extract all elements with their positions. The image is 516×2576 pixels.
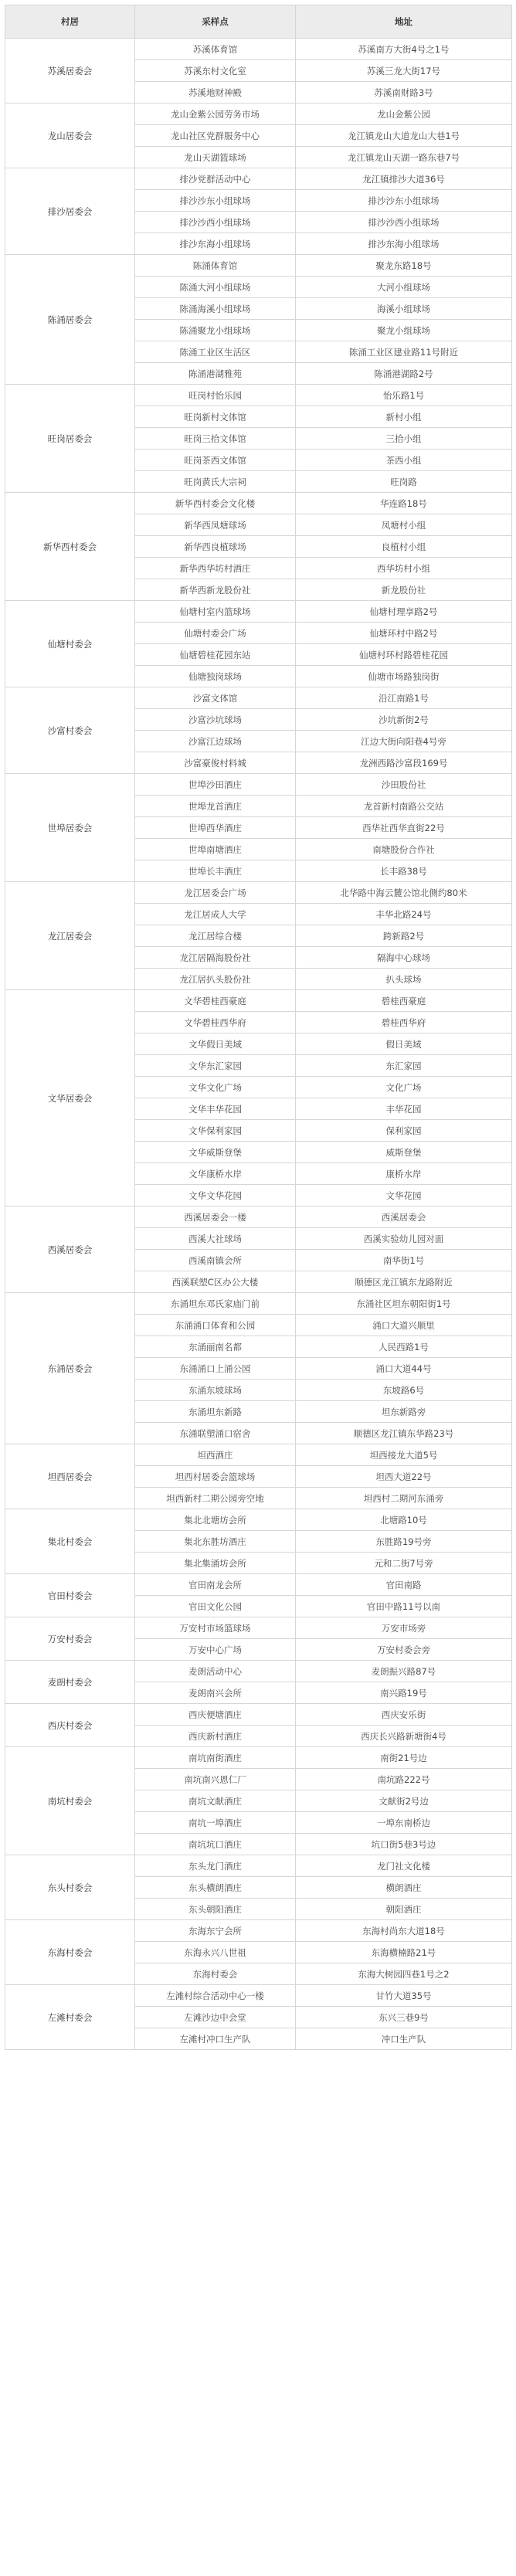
address-cell: 南兴路19号 xyxy=(296,1682,512,1704)
site-cell: 坦西新村二期公园旁空地 xyxy=(135,1488,296,1509)
table-row xyxy=(5,385,512,406)
address-cell: 涌口大道兴顺里 xyxy=(296,1315,512,1336)
address-cell: 龙江镇龙山天湖一路东巷7号 xyxy=(296,147,512,168)
site-cell: 仙塘独岗球场 xyxy=(135,666,296,687)
village-cell: 龙江居委会 xyxy=(5,882,135,990)
table-row xyxy=(5,168,512,190)
table-row xyxy=(5,1509,512,1531)
site-cell: 世埠南塘酒庄 xyxy=(135,839,296,860)
address-cell: 朝阳酒庄 xyxy=(296,1899,512,1920)
address-cell: 陈涌港湖路2号 xyxy=(296,363,512,385)
address-cell: 苏溪南财路3号 xyxy=(296,82,512,104)
sampling-sites-table xyxy=(5,5,512,2050)
address-cell: 冲口生产队 xyxy=(296,2028,512,2050)
address-cell: 西溪居委会 xyxy=(296,1207,512,1228)
address-cell: 横朗酒庄 xyxy=(296,1877,512,1899)
site-cell: 龙江居成人大学 xyxy=(135,904,296,925)
village-cell: 左滩村委会 xyxy=(5,1985,135,2050)
address-cell: 西庆安乐街 xyxy=(296,1704,512,1726)
address-cell: 西华坊村小组 xyxy=(296,558,512,579)
address-cell: 南坑路222号 xyxy=(296,1769,512,1790)
table-row xyxy=(5,1704,512,1726)
address-cell: 东汇家园 xyxy=(296,1055,512,1077)
site-cell: 仙塘碧桂花园东站 xyxy=(135,644,296,666)
village-cell: 万安村委会 xyxy=(5,1617,135,1661)
header-village: 村居 xyxy=(5,5,135,39)
site-cell: 左滩村冲口生产队 xyxy=(135,2028,296,2050)
site-cell: 陈涌工业区生活区 xyxy=(135,341,296,363)
site-cell: 文华文华花园 xyxy=(135,1185,296,1207)
table-body xyxy=(5,39,512,2050)
table-row xyxy=(5,1985,512,2007)
site-cell: 排沙沙东小组球场 xyxy=(135,190,296,212)
address-cell: 威斯登堡 xyxy=(296,1142,512,1163)
address-cell: 坑口街5巷3号边 xyxy=(296,1834,512,1855)
address-cell: 南街21号边 xyxy=(296,1747,512,1769)
site-cell: 陈涌体育馆 xyxy=(135,255,296,277)
address-cell: 海溪小组球场 xyxy=(296,298,512,320)
table-row xyxy=(5,882,512,904)
site-cell: 世埠龙首酒庄 xyxy=(135,796,296,817)
site-cell: 麦朗南兴会所 xyxy=(135,1682,296,1704)
address-cell: 南华街1号 xyxy=(296,1250,512,1271)
site-cell: 排沙沙西小组球场 xyxy=(135,212,296,233)
site-cell: 龙山社区党群服务中心 xyxy=(135,125,296,147)
address-cell: 新龙股份社 xyxy=(296,579,512,601)
site-cell: 集北集涌坊会所 xyxy=(135,1553,296,1574)
site-cell: 沙富沙坑球场 xyxy=(135,709,296,731)
table-row xyxy=(5,1574,512,1596)
site-cell: 龙江居扒头股份社 xyxy=(135,969,296,990)
table-row xyxy=(5,687,512,709)
site-cell: 南坑南兴恩仁厂 xyxy=(135,1769,296,1790)
address-cell: 长丰路38号 xyxy=(296,860,512,882)
site-cell: 仙塘村室内篮球场 xyxy=(135,601,296,623)
address-cell: 沙坑新街2号 xyxy=(296,709,512,731)
village-cell: 排沙居委会 xyxy=(5,168,135,255)
address-cell: 麦朗振兴路87号 xyxy=(296,1661,512,1682)
address-cell: 龙洲西路沙富段169号 xyxy=(296,752,512,774)
site-cell: 东涌坦东新路 xyxy=(135,1401,296,1423)
site-cell: 东头龙门酒庄 xyxy=(135,1855,296,1877)
site-cell: 万安中心广场 xyxy=(135,1639,296,1661)
table-row xyxy=(5,990,512,1012)
site-cell: 文华碧桂西华府 xyxy=(135,1012,296,1033)
site-cell: 旺岗三拾文体馆 xyxy=(135,428,296,450)
village-cell: 东海村委会 xyxy=(5,1920,135,1985)
site-cell: 新华西村委会文化楼 xyxy=(135,493,296,514)
table-row xyxy=(5,493,512,514)
address-cell: 仙塘村环村路碧桂花园 xyxy=(296,644,512,666)
site-cell: 西溪南镇会所 xyxy=(135,1250,296,1271)
address-cell: 康桥水岸 xyxy=(296,1163,512,1185)
address-cell: 旺岗路 xyxy=(296,471,512,493)
village-cell: 沙富村委会 xyxy=(5,687,135,774)
site-cell: 南坑坑口酒庄 xyxy=(135,1834,296,1855)
site-cell: 旺岗新村文体馆 xyxy=(135,406,296,428)
village-cell: 苏溪居委会 xyxy=(5,39,135,104)
site-cell: 南坑南街酒庄 xyxy=(135,1747,296,1769)
site-cell: 东头横朗酒庄 xyxy=(135,1877,296,1899)
address-cell: 东兴三巷9号 xyxy=(296,2007,512,2028)
site-cell: 文华威斯登堡 xyxy=(135,1142,296,1163)
site-cell: 沙富豪俊村料城 xyxy=(135,752,296,774)
address-cell: 坦西接龙大道5号 xyxy=(296,1444,512,1466)
site-cell: 沙富江边球场 xyxy=(135,731,296,752)
site-cell: 文华丰华花园 xyxy=(135,1098,296,1120)
table-row xyxy=(5,774,512,796)
village-cell: 陈涌居委会 xyxy=(5,255,135,385)
site-cell: 东涌东坡球场 xyxy=(135,1380,296,1401)
site-cell: 麦朗活动中心 xyxy=(135,1661,296,1682)
address-cell: 官田中路11号以南 xyxy=(296,1596,512,1617)
site-cell: 文华保利家园 xyxy=(135,1120,296,1142)
site-cell: 东涌丽南名都 xyxy=(135,1336,296,1358)
village-cell: 新华西村委会 xyxy=(5,493,135,601)
address-cell: 跨新路2号 xyxy=(296,925,512,947)
site-cell: 南坑文献酒庄 xyxy=(135,1790,296,1812)
address-cell: 东坡路6号 xyxy=(296,1380,512,1401)
site-cell: 陈涌海溪小组球场 xyxy=(135,298,296,320)
table-row xyxy=(5,1444,512,1466)
address-cell: 怡乐路1号 xyxy=(296,385,512,406)
address-cell: 大河小组球场 xyxy=(296,277,512,298)
address-cell: 西溪实验幼儿园对面 xyxy=(296,1228,512,1250)
table-header-row xyxy=(5,5,512,39)
address-cell: 涌口大道44号 xyxy=(296,1358,512,1380)
site-cell: 文华康桥水岸 xyxy=(135,1163,296,1185)
address-cell: 扒头球场 xyxy=(296,969,512,990)
village-cell: 坦西居委会 xyxy=(5,1444,135,1509)
address-cell: 官田南路 xyxy=(296,1574,512,1596)
address-cell: 排沙东海小组球场 xyxy=(296,233,512,255)
site-cell: 坦西村居委会篮球场 xyxy=(135,1466,296,1488)
site-cell: 东海村委会 xyxy=(135,1963,296,1985)
table-row xyxy=(5,255,512,277)
address-cell: 龙山金紫公园 xyxy=(296,104,512,125)
site-cell: 西庆新村酒庄 xyxy=(135,1726,296,1747)
address-cell: 一埠东南桥边 xyxy=(296,1812,512,1834)
site-cell: 西庆便塘酒庄 xyxy=(135,1704,296,1726)
site-cell: 东涌坦东邓氏家庙门前 xyxy=(135,1293,296,1315)
site-cell: 仙塘村委会广场 xyxy=(135,623,296,644)
table-container xyxy=(5,5,511,2050)
table-row xyxy=(5,1920,512,1942)
site-cell: 文华假日美域 xyxy=(135,1033,296,1055)
site-cell: 坦西酒庄 xyxy=(135,1444,296,1466)
site-cell: 陈涌大河小组球场 xyxy=(135,277,296,298)
address-cell: 龙门社文化楼 xyxy=(296,1855,512,1877)
village-cell: 文华居委会 xyxy=(5,990,135,1207)
table-row xyxy=(5,1617,512,1639)
address-cell: 文华花园 xyxy=(296,1185,512,1207)
address-cell: 西庆长兴路新塘街4号 xyxy=(296,1726,512,1747)
table-row xyxy=(5,1747,512,1769)
address-cell: 凤塘村小组 xyxy=(296,514,512,536)
address-cell: 华连路18号 xyxy=(296,493,512,514)
address-cell: 万安村委会旁 xyxy=(296,1639,512,1661)
address-cell: 东胜路19号旁 xyxy=(296,1531,512,1553)
address-cell: 聚龙小组球场 xyxy=(296,320,512,341)
address-cell: 排沙沙西小组球场 xyxy=(296,212,512,233)
address-cell: 苏溪南方大街4号之1号 xyxy=(296,39,512,60)
address-cell: 南塘股份合作社 xyxy=(296,839,512,860)
address-cell: 东海大树园四巷1号之2 xyxy=(296,1963,512,1985)
address-cell: 新村小组 xyxy=(296,406,512,428)
site-cell: 新华西凤塘球场 xyxy=(135,514,296,536)
address-cell: 良植村小组 xyxy=(296,536,512,558)
site-cell: 世埠西华酒庄 xyxy=(135,817,296,839)
table-row xyxy=(5,104,512,125)
address-cell: 仙塘环村中路2号 xyxy=(296,623,512,644)
table-row xyxy=(5,601,512,623)
site-cell: 沙富文体馆 xyxy=(135,687,296,709)
address-cell: 沿江南路1号 xyxy=(296,687,512,709)
address-cell: 丰华花园 xyxy=(296,1098,512,1120)
address-cell: 龙江镇排沙大道36号 xyxy=(296,168,512,190)
village-cell: 龙山居委会 xyxy=(5,104,135,168)
village-cell: 麦朗村委会 xyxy=(5,1661,135,1704)
site-cell: 苏溪体育馆 xyxy=(135,39,296,60)
site-cell: 左滩沙边中会堂 xyxy=(135,2007,296,2028)
address-cell: 沙田股份社 xyxy=(296,774,512,796)
site-cell: 苏溪东村文化室 xyxy=(135,60,296,82)
site-cell: 东海永兴八世祖 xyxy=(135,1942,296,1963)
site-cell: 世埠沙田酒庄 xyxy=(135,774,296,796)
site-cell: 龙江居隔海股份社 xyxy=(135,947,296,969)
village-cell: 仙塘村委会 xyxy=(5,601,135,687)
village-cell: 东涌居委会 xyxy=(5,1293,135,1444)
site-cell: 西溪居委会一楼 xyxy=(135,1207,296,1228)
address-cell: 文化广场 xyxy=(296,1077,512,1098)
address-cell: 北华路中海云麓公馆北侧约80米 xyxy=(296,882,512,904)
address-cell: 丰华北路24号 xyxy=(296,904,512,925)
site-cell: 旺岗茶西文体馆 xyxy=(135,450,296,471)
address-cell: 江边大街向阳巷4号旁 xyxy=(296,731,512,752)
site-cell: 旺岗黄氏大宗祠 xyxy=(135,471,296,493)
site-cell: 陈涌港湖雅苑 xyxy=(135,363,296,385)
village-cell: 西溪居委会 xyxy=(5,1207,135,1293)
site-cell: 龙山天湖篮球场 xyxy=(135,147,296,168)
site-cell: 左滩村综合活动中心一楼 xyxy=(135,1985,296,2007)
site-cell: 集北东胜坊酒庄 xyxy=(135,1531,296,1553)
address-cell: 碧桂西豪庭 xyxy=(296,990,512,1012)
village-cell: 东头村委会 xyxy=(5,1855,135,1920)
site-cell: 东涌涌口体育和公园 xyxy=(135,1315,296,1336)
site-cell: 文华东汇家园 xyxy=(135,1055,296,1077)
site-cell: 东头朝阳酒庄 xyxy=(135,1899,296,1920)
site-cell: 新华西华坊村酒庄 xyxy=(135,558,296,579)
address-cell: 元和二街7号旁 xyxy=(296,1553,512,1574)
village-cell: 世埠居委会 xyxy=(5,774,135,882)
address-cell: 文献街2号边 xyxy=(296,1790,512,1812)
site-cell: 排沙党群活动中心 xyxy=(135,168,296,190)
site-cell: 南坑一埠酒庄 xyxy=(135,1812,296,1834)
header-address: 地址 xyxy=(296,5,512,39)
address-cell: 坦东新路旁 xyxy=(296,1401,512,1423)
address-cell: 万安市场旁 xyxy=(296,1617,512,1639)
address-cell: 碧桂西华府 xyxy=(296,1012,512,1033)
site-cell: 西溪联塑C区办公大楼 xyxy=(135,1271,296,1293)
table-row xyxy=(5,1661,512,1682)
site-cell: 龙江居委会广场 xyxy=(135,882,296,904)
site-cell: 新华西新龙股份社 xyxy=(135,579,296,601)
site-cell: 文华碧桂西豪庭 xyxy=(135,990,296,1012)
address-cell: 仙塘市场路独岗街 xyxy=(296,666,512,687)
address-cell: 陈涌工业区建业路11号附近 xyxy=(296,341,512,363)
address-cell: 西华社西华直街22号 xyxy=(296,817,512,839)
address-cell: 排沙沙东小组球场 xyxy=(296,190,512,212)
address-cell: 顺德区龙江镇东龙路附近 xyxy=(296,1271,512,1293)
village-cell: 西庆村委会 xyxy=(5,1704,135,1747)
site-cell: 世埠长丰酒庄 xyxy=(135,860,296,882)
table-row xyxy=(5,1855,512,1877)
address-cell: 假日美域 xyxy=(296,1033,512,1055)
address-cell: 甘竹大道35号 xyxy=(296,1985,512,2007)
site-cell: 龙山金紫公园劳务市场 xyxy=(135,104,296,125)
address-cell: 茶西小组 xyxy=(296,450,512,471)
address-cell: 顺德区龙江镇东华路23号 xyxy=(296,1423,512,1444)
site-cell: 旺岗村怡乐园 xyxy=(135,385,296,406)
address-cell: 东海横楠路21号 xyxy=(296,1942,512,1963)
table-row xyxy=(5,1293,512,1315)
address-cell: 保利家园 xyxy=(296,1120,512,1142)
site-cell: 苏溪地财神殿 xyxy=(135,82,296,104)
address-cell: 仙塘村理享路2号 xyxy=(296,601,512,623)
table-row xyxy=(5,1207,512,1228)
address-cell: 龙首新村南路公交站 xyxy=(296,796,512,817)
site-cell: 官田文化公园 xyxy=(135,1596,296,1617)
village-cell: 官田村委会 xyxy=(5,1574,135,1617)
address-cell: 苏溪三龙大街17号 xyxy=(296,60,512,82)
address-cell: 北塘路10号 xyxy=(296,1509,512,1531)
address-cell: 坦西大道22号 xyxy=(296,1466,512,1488)
village-cell: 集北村委会 xyxy=(5,1509,135,1574)
site-cell: 新华西良植球场 xyxy=(135,536,296,558)
address-cell: 东涌社区坦东朝阳街1号 xyxy=(296,1293,512,1315)
site-cell: 集北北塘坊会所 xyxy=(135,1509,296,1531)
site-cell: 东涌联塑涌口宿舍 xyxy=(135,1423,296,1444)
address-cell: 东海村尚东大道18号 xyxy=(296,1920,512,1942)
header-site: 采样点 xyxy=(135,5,296,39)
address-cell: 聚龙东路18号 xyxy=(296,255,512,277)
village-cell: 南坑村委会 xyxy=(5,1747,135,1855)
site-cell: 文华文化广场 xyxy=(135,1077,296,1098)
address-cell: 龙江镇龙山大道龙山大巷1号 xyxy=(296,125,512,147)
site-cell: 官田南龙会所 xyxy=(135,1574,296,1596)
site-cell: 排沙东海小组球场 xyxy=(135,233,296,255)
site-cell: 东涌涌口上涌公园 xyxy=(135,1358,296,1380)
table-row xyxy=(5,39,512,60)
site-cell: 陈涌聚龙小组球场 xyxy=(135,320,296,341)
site-cell: 龙江居综合楼 xyxy=(135,925,296,947)
address-cell: 隔海中心球场 xyxy=(296,947,512,969)
site-cell: 东海东宁会所 xyxy=(135,1920,296,1942)
address-cell: 人民西路1号 xyxy=(296,1336,512,1358)
site-cell: 西溪大社球场 xyxy=(135,1228,296,1250)
address-cell: 坦西村二期河东涌旁 xyxy=(296,1488,512,1509)
village-cell: 旺岗居委会 xyxy=(5,385,135,493)
address-cell: 三拾小组 xyxy=(296,428,512,450)
site-cell: 万安村市场篮球场 xyxy=(135,1617,296,1639)
